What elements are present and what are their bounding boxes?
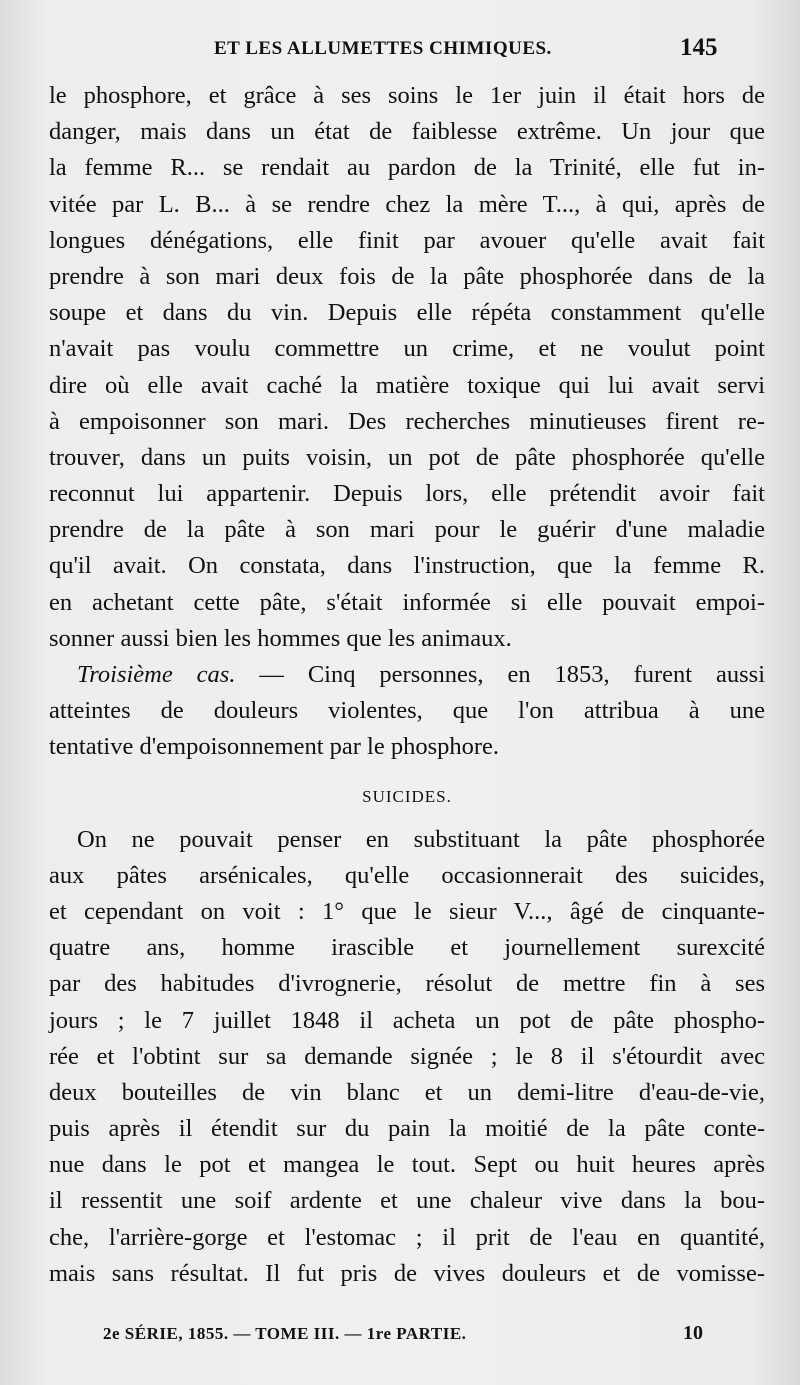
text-line: en achetant cette pâte, s'était informée si elle pouvait empoi- <box>49 588 765 616</box>
text-line: che, l'arrière-gorge et l'estomac ; il prit de l'eau en quantité, <box>49 1223 765 1251</box>
text-line: soupe et dans du vin. Depuis elle répéta constamment qu'elle <box>49 299 765 327</box>
text-line: le phosphore, et grâce à ses soins le 1er juin il était hors de <box>49 82 765 109</box>
signature-mark: 2e SÉRIE, 1855. — TOME III. — 1re PARTIE. <box>103 1324 467 1343</box>
case-label: Troisième cas. <box>77 661 236 688</box>
text-line: danger, mais dans un état de faiblesse extrême. Un jour que <box>49 118 765 146</box>
text-line: vitée par L. B... à se rendre chez la mère T..., à qui, après de <box>49 190 765 218</box>
paragraph-1 <box>49 78 765 657</box>
section-heading: SUICIDES. <box>362 786 452 806</box>
text-line: quatre ans, homme irascible et journellement surexcité <box>49 934 765 962</box>
body-text <box>49 78 765 1292</box>
text-line: il ressentit une soif ardente et une chaleur vive dans la bou- <box>49 1187 765 1215</box>
text-line: puis après il étendit sur du pain la moitié de la pâte conte- <box>49 1115 765 1143</box>
text-line: la femme R... se rendait au pardon de la Trinité, elle fut in- <box>49 154 765 182</box>
running-title: ET LES ALLUMETTES CHIMIQUES. <box>214 38 552 59</box>
text-line: atteintes de douleurs violentes, que l'on attribua à une <box>49 697 765 725</box>
text-line: jours ; le 7 juillet 1848 il acheta un pot de pâte phospho- <box>49 1006 765 1034</box>
text-line: dire où elle avait caché la matière toxique qui lui avait servi <box>49 371 765 399</box>
text-line: deux bouteilles de vin blanc et un demi-litre d'eau-de-vie, <box>49 1078 765 1106</box>
text-line: On ne pouvait penser en substituant la pâte phosphorée <box>77 825 765 853</box>
text-line: n'avait pas voulu commettre un crime, et ne voulut point <box>49 335 765 363</box>
page-header <box>0 36 800 70</box>
paragraph-3 <box>49 822 765 1292</box>
page-footer <box>0 1322 800 1352</box>
text-line: tentative d'empoisonnement par le phosphore. <box>49 733 500 761</box>
text-line: nue dans le pot et mangea le tout. Sept ou huit heures après <box>49 1151 765 1179</box>
sheet-number: 10 <box>683 1322 703 1344</box>
text-line: trouver, dans un puits voisin, un pot de pâte phosphorée qu'elle <box>49 443 765 471</box>
text-line: rée et l'obtint sur sa demande signée ; le 8 il s'étourdit avec <box>49 1042 765 1070</box>
paragraph-2 <box>49 657 765 766</box>
text-run: — Cinq personnes, en 1853, furent aussi <box>235 661 766 688</box>
text-line: prendre à son mari deux fois de la pâte phosphorée dans de la <box>49 262 765 290</box>
text-line: et cependant on voit : 1° que le sieur V..., âgé de cinquante- <box>49 897 765 925</box>
page-number: 145 <box>680 34 718 61</box>
text-line: qu'il avait. On constata, dans l'instruction, que la femme R. <box>49 552 765 580</box>
text-line: par des habitudes d'ivrognerie, résolut de mettre fin à ses <box>49 970 765 998</box>
text-line: reconnut lui appartenir. Depuis lors, elle prétendit avoir fait <box>49 480 765 508</box>
text-line <box>49 657 765 693</box>
text-line: sonner aussi bien les hommes que les animaux. <box>49 624 512 652</box>
text-line: mais sans résultat. Il fut pris de vives douleurs et de vomisse- <box>49 1259 765 1287</box>
text-line: à empoisonner son mari. Des recherches minutieuses firent re- <box>49 407 765 435</box>
text-line: prendre de la pâte à son mari pour le guérir d'une maladie <box>49 516 765 544</box>
text-line: longues dénégations, elle finit par avouer qu'elle avait fait <box>49 226 765 254</box>
text-line: aux pâtes arsénicales, qu'elle occasionnerait des suicides, <box>49 861 765 889</box>
